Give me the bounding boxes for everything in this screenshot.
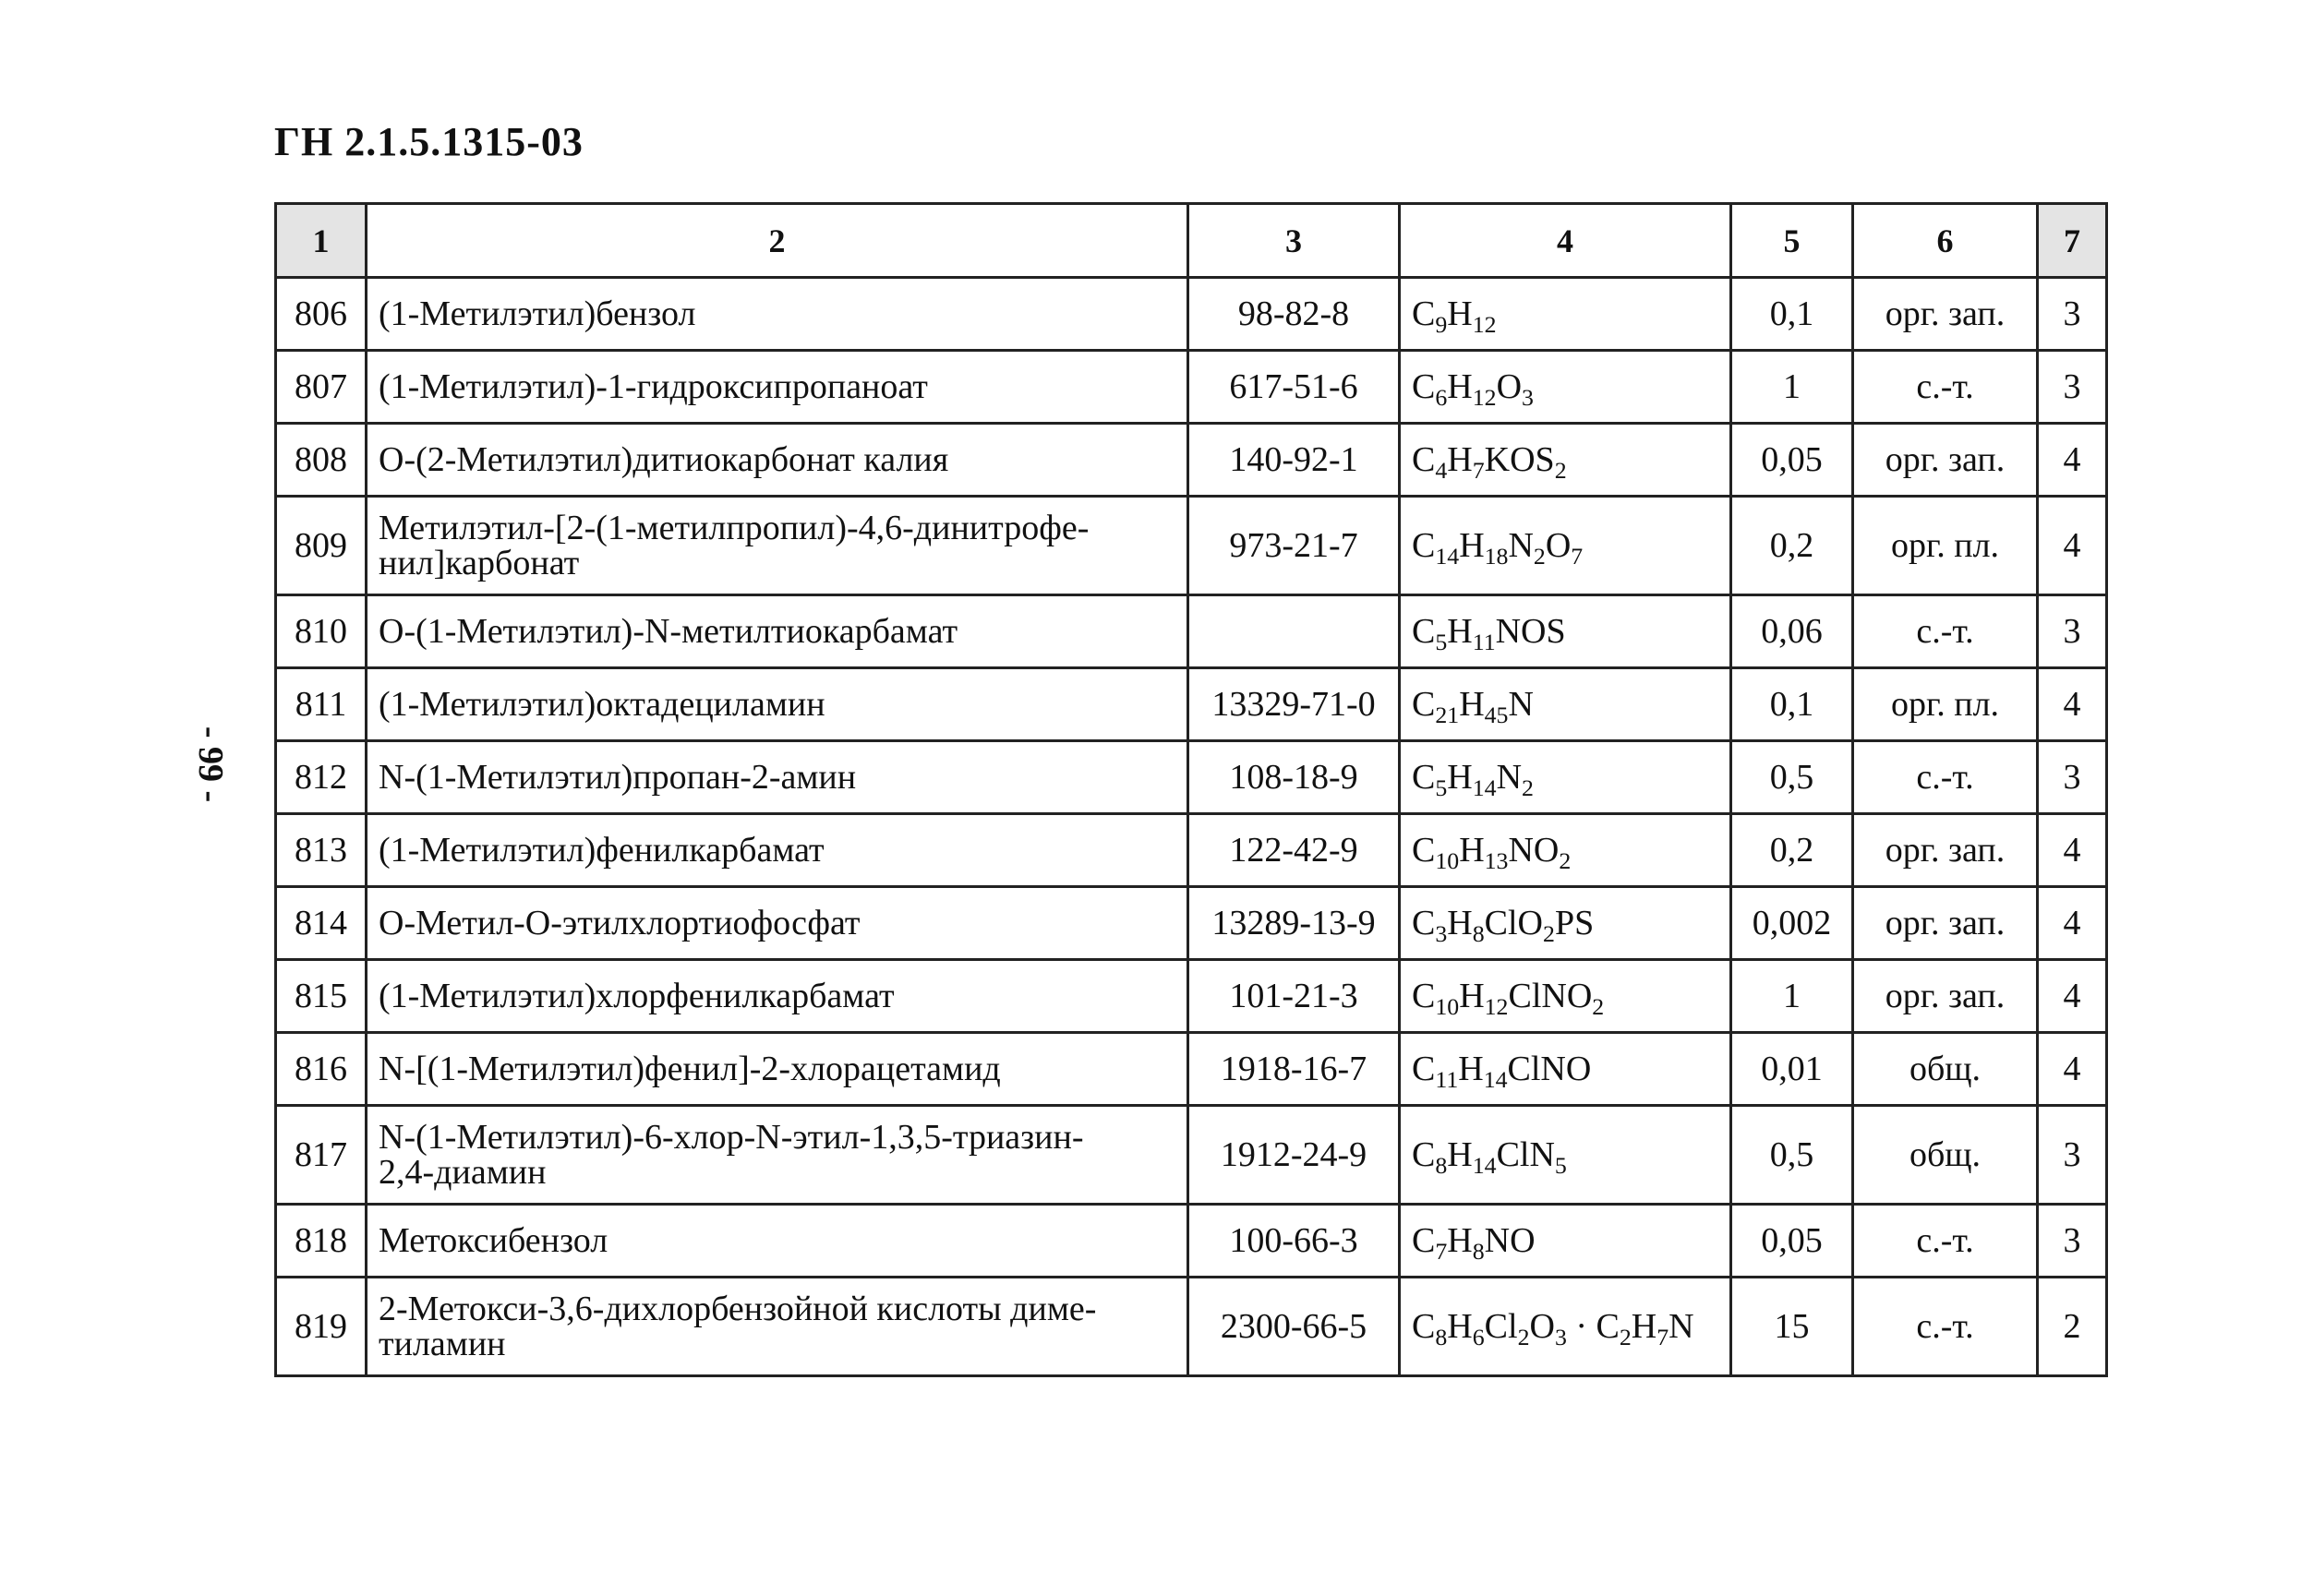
hazard-class-cell: 3 xyxy=(2038,1205,2107,1278)
substance-name-cell: (1-Метилэтил)хлорфенилкарбамат xyxy=(367,960,1188,1033)
concentration-value-cell: 0,2 xyxy=(1731,497,1853,595)
formula-subscript: 14 xyxy=(1472,774,1497,801)
substance-name-cell: Метоксибензол xyxy=(367,1205,1188,1278)
hazard-class-cell: 3 xyxy=(2038,351,2107,424)
substance-name-cell: O-(2-Метилэтил)дитиокарбонат калия xyxy=(367,424,1188,497)
substance-name-cell: N-(1-Метилэтил)пропан-2-амин xyxy=(367,741,1188,814)
substance-name-cell: (1-Метилэтил)фенилкарбамат xyxy=(367,814,1188,887)
substance-name-cell: N-[(1-Метилэтил)фенил]-2-хлорацетамид xyxy=(367,1033,1188,1106)
concentration-value-cell: 0,05 xyxy=(1731,424,1853,497)
formula-subscript: 2 xyxy=(1592,992,1605,1020)
formula-subscript: 8 xyxy=(1472,919,1485,947)
formula-subscript: 2 xyxy=(1554,456,1567,484)
hazard-class-cell: 4 xyxy=(2038,960,2107,1033)
formula-cell: $C_3H_8ClO_2PS$ xyxy=(1400,887,1731,960)
table-row xyxy=(276,497,2107,595)
hazard-indicator-cell: орг. зап. xyxy=(1853,814,2038,887)
row-number-cell: 818 xyxy=(276,1205,367,1278)
hazard-indicator-cell: общ. xyxy=(1853,1106,2038,1205)
substance-name-cell: (1-Метилэтил)октадециламин xyxy=(367,668,1188,741)
formula-subscript: 3 xyxy=(1435,919,1448,947)
concentration-value-cell: 0,1 xyxy=(1731,278,1853,351)
formula-subscript: 12 xyxy=(1472,310,1497,338)
page-number-text: - 99 - xyxy=(191,726,230,803)
concentration-value-cell: 0,2 xyxy=(1731,814,1853,887)
substance-name-cell: O-(1-Метилэтил)-N-метилтиокарбамат xyxy=(367,595,1188,668)
formula-cell: $C_6H_{12}O_3$ xyxy=(1400,351,1731,424)
formula-cell: $C_{10}H_{13}NO_2$ xyxy=(1400,814,1731,887)
cas-number-cell: 973-21-7 xyxy=(1188,497,1400,595)
table-row xyxy=(276,595,2107,668)
formula-subscript: 8 xyxy=(1472,1237,1485,1265)
cas-number-cell: 1912-24-9 xyxy=(1188,1106,1400,1205)
document-title: ГН 2.1.5.1315-03 xyxy=(274,119,584,164)
formula-subscript: 7 xyxy=(1656,1323,1669,1350)
concentration-value-cell: 0,1 xyxy=(1731,668,1853,741)
hazard-class-cell: 2 xyxy=(2038,1278,2107,1376)
formula-subscript: 8 xyxy=(1435,1151,1448,1179)
formula-subscript: 13 xyxy=(1484,846,1509,874)
header-col-3: 3 xyxy=(1188,204,1400,278)
row-number-cell: 809 xyxy=(276,497,367,595)
concentration-value-cell: 0,5 xyxy=(1731,741,1853,814)
formula-cell: $C_{14}H_{18}N_2O_7$ xyxy=(1400,497,1731,595)
hazard-indicator-cell: орг. зап. xyxy=(1853,424,2038,497)
formula-cell: $C_5H_{11}NOS$ xyxy=(1400,595,1731,668)
formula-subscript: 12 xyxy=(1472,383,1497,411)
hazard-indicator-cell: с.-т. xyxy=(1853,351,2038,424)
cas-number-cell xyxy=(1188,595,1400,668)
hazard-class-cell: 3 xyxy=(2038,741,2107,814)
table-row xyxy=(276,1205,2107,1278)
row-number-cell: 811 xyxy=(276,668,367,741)
cas-number-cell: 2300-66-5 xyxy=(1188,1278,1400,1376)
table-row xyxy=(276,741,2107,814)
formula-cell: $C_8H_6Cl_2O_3 \cdot C_2H_7N$ xyxy=(1400,1278,1731,1376)
formula-subscript: 2 xyxy=(1533,542,1546,570)
formula-subscript: 2 xyxy=(1517,1323,1530,1350)
hazard-indicator-cell: с.-т. xyxy=(1853,1205,2038,1278)
row-number-cell: 810 xyxy=(276,595,367,668)
formula-subscript: 14 xyxy=(1472,1151,1497,1179)
formula-subscript: 5 xyxy=(1435,628,1448,655)
cas-number-cell: 617-51-6 xyxy=(1188,351,1400,424)
hazard-class-cell: 3 xyxy=(2038,278,2107,351)
formula-subscript: 18 xyxy=(1484,542,1509,570)
hazard-indicator-cell: орг. пл. xyxy=(1853,497,2038,595)
substance-name-cell: 2-Метокси-3,6-дихлорбензойной кислоты диме- тиламин xyxy=(367,1278,1188,1376)
row-number-cell: 807 xyxy=(276,351,367,424)
formula-subscript: 4 xyxy=(1435,456,1448,484)
hazard-class-cell: 4 xyxy=(2038,668,2107,741)
formula-subscript: 2 xyxy=(1543,919,1555,947)
formula-subscript: 11 xyxy=(1435,1065,1459,1093)
table-header-row xyxy=(276,204,2107,278)
hazard-class-cell: 4 xyxy=(2038,887,2107,960)
header-col-2: 2 xyxy=(367,204,1188,278)
table-row xyxy=(276,1033,2107,1106)
concentration-value-cell: 0,06 xyxy=(1731,595,1853,668)
cas-number-cell: 101-21-3 xyxy=(1188,960,1400,1033)
cas-number-cell: 122-42-9 xyxy=(1188,814,1400,887)
table-row xyxy=(276,887,2107,960)
hazard-indicator-cell: с.-т. xyxy=(1853,1278,2038,1376)
table-body xyxy=(276,278,2107,1376)
header-col-7: 7 xyxy=(2038,204,2107,278)
substance-table xyxy=(274,202,2108,1377)
formula-cell: $C_{11}H_{14}ClNO$ xyxy=(1400,1033,1731,1106)
substance-name-cell: (1-Метилэтил)-1-гидроксипропаноат xyxy=(367,351,1188,424)
row-number-cell: 814 xyxy=(276,887,367,960)
cas-number-cell: 1918-16-7 xyxy=(1188,1033,1400,1106)
row-number-cell: 815 xyxy=(276,960,367,1033)
row-number-cell: 808 xyxy=(276,424,367,497)
table-row xyxy=(276,814,2107,887)
table-row xyxy=(276,278,2107,351)
substance-name-cell: (1-Метилэтил)бензол xyxy=(367,278,1188,351)
row-number-cell: 817 xyxy=(276,1106,367,1205)
hazard-indicator-cell: орг. пл. xyxy=(1853,668,2038,741)
concentration-value-cell: 1 xyxy=(1731,960,1853,1033)
formula-cell: $C_7H_8NO$ xyxy=(1400,1205,1731,1278)
formula-cell: $C_8H_{14}ClN_5$ xyxy=(1400,1106,1731,1205)
formula-subscript: 14 xyxy=(1435,542,1460,570)
row-number-cell: 816 xyxy=(276,1033,367,1106)
formula-subscript: 7 xyxy=(1472,456,1485,484)
formula-subscript: 45 xyxy=(1484,701,1509,728)
formula-subscript: 12 xyxy=(1484,992,1509,1020)
formula-subscript: 8 xyxy=(1435,1323,1448,1350)
hazard-indicator-cell: общ. xyxy=(1853,1033,2038,1106)
formula-subscript: 21 xyxy=(1435,701,1460,728)
concentration-value-cell: 0,5 xyxy=(1731,1106,1853,1205)
table-row xyxy=(276,960,2107,1033)
formula-subscript: 3 xyxy=(1554,1323,1567,1350)
formula-subscript: 11 xyxy=(1472,628,1496,655)
table-row xyxy=(276,1106,2107,1205)
concentration-value-cell: 15 xyxy=(1731,1278,1853,1376)
header-col-5: 5 xyxy=(1731,204,1853,278)
formula-subscript: 9 xyxy=(1435,310,1448,338)
cas-number-cell: 100-66-3 xyxy=(1188,1205,1400,1278)
formula-cell: $C_9H_{12}$ xyxy=(1400,278,1731,351)
hazard-indicator-cell: с.-т. xyxy=(1853,595,2038,668)
substance-name-cell: N-(1-Метилэтил)-6-хлор-N-этил-1,3,5-триазин- 2,4-диамин xyxy=(367,1106,1188,1205)
hazard-indicator-cell: с.-т. xyxy=(1853,741,2038,814)
table-row xyxy=(276,668,2107,741)
cas-number-cell: 140-92-1 xyxy=(1188,424,1400,497)
formula-subscript: 14 xyxy=(1483,1065,1508,1093)
substance-name-cell: Метилэтил-[2-(1-метилпропил)-4,6-динитрофе- нил]карбонат xyxy=(367,497,1188,595)
formula-subscript: 10 xyxy=(1435,846,1460,874)
formula-subscript: 5 xyxy=(1435,774,1448,801)
formula-subscript: 5 xyxy=(1554,1151,1567,1179)
hazard-class-cell: 3 xyxy=(2038,595,2107,668)
concentration-value-cell: 0,002 xyxy=(1731,887,1853,960)
formula-subscript: 3 xyxy=(1522,383,1534,411)
formula-cell: $C_{21}H_{45}N$ xyxy=(1400,668,1731,741)
cas-number-cell: 98-82-8 xyxy=(1188,278,1400,351)
cas-number-cell: 108-18-9 xyxy=(1188,741,1400,814)
concentration-value-cell: 0,01 xyxy=(1731,1033,1853,1106)
hazard-class-cell: 4 xyxy=(2038,814,2107,887)
row-number-cell: 806 xyxy=(276,278,367,351)
row-number-cell: 813 xyxy=(276,814,367,887)
formula-subscript: 10 xyxy=(1435,992,1460,1020)
hazard-indicator-cell: орг. зап. xyxy=(1853,960,2038,1033)
hazard-class-cell: 4 xyxy=(2038,424,2107,497)
header-col-6: 6 xyxy=(1853,204,2038,278)
formula-cell: $C_{10}H_{12}ClNO_2$ xyxy=(1400,960,1731,1033)
formula-cell: $C_4H_7KOS_2$ xyxy=(1400,424,1731,497)
hazard-class-cell: 3 xyxy=(2038,1106,2107,1205)
formula-subscript: 6 xyxy=(1472,1323,1485,1350)
header-col-4: 4 xyxy=(1400,204,1731,278)
header-col-1: 1 xyxy=(276,204,367,278)
row-number-cell: 812 xyxy=(276,741,367,814)
formula-subscript: 6 xyxy=(1435,383,1448,411)
hazard-class-cell: 4 xyxy=(2038,497,2107,595)
table-row xyxy=(276,1278,2107,1376)
cas-number-cell: 13289-13-9 xyxy=(1188,887,1400,960)
table-row xyxy=(276,351,2107,424)
formula-subscript: 2 xyxy=(1522,774,1534,801)
row-number-cell: 819 xyxy=(276,1278,367,1376)
formula-subscript: 7 xyxy=(1571,542,1584,570)
concentration-value-cell: 1 xyxy=(1731,351,1853,424)
concentration-value-cell: 0,05 xyxy=(1731,1205,1853,1278)
formula-subscript: 7 xyxy=(1435,1237,1448,1265)
table-row xyxy=(276,424,2107,497)
formula-cell: $C_5H_{14}N_2$ xyxy=(1400,741,1731,814)
formula-subscript: 2 xyxy=(1559,846,1572,874)
substance-name-cell: O-Метил-O-этилхлортиофосфат xyxy=(367,887,1188,960)
hazard-indicator-cell: орг. зап. xyxy=(1853,887,2038,960)
hazard-class-cell: 4 xyxy=(2038,1033,2107,1106)
formula-subscript: 2 xyxy=(1619,1323,1632,1350)
cas-number-cell: 13329-71-0 xyxy=(1188,668,1400,741)
hazard-indicator-cell: орг. зап. xyxy=(1853,278,2038,351)
